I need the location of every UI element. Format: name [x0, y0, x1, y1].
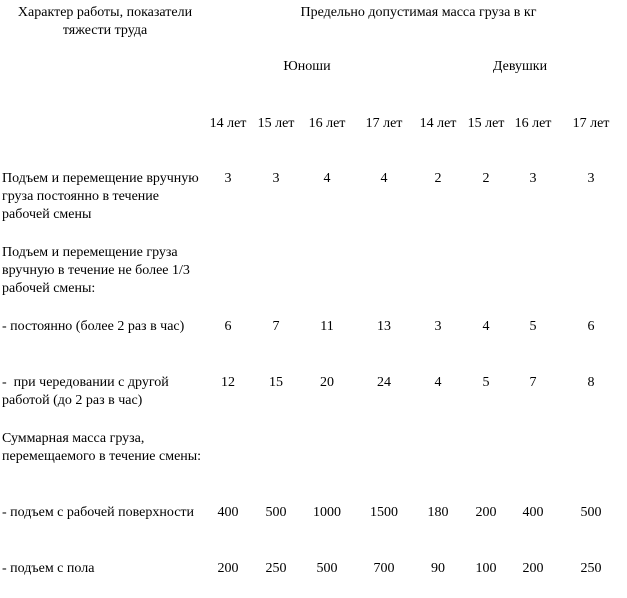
row-label: - при чередовании с другой работой (до 2 раз в час) [2, 375, 173, 408]
cell-value: 90 [431, 561, 445, 576]
row-label: Суммарная масса груза, перемещаемого в течение смены: [2, 431, 202, 464]
cell-value: 1000 [313, 505, 341, 520]
header-work-character: Характер работы, показатели тяжести труда [17, 5, 193, 38]
cell-value: 3 [587, 171, 595, 186]
age-header: 14 лет [419, 116, 457, 131]
age-header: 15 лет [467, 116, 505, 131]
cell-value: 15 [269, 375, 283, 390]
cell-value: 24 [377, 375, 391, 390]
header-girls: Девушки [492, 59, 548, 74]
cell-value: 5 [482, 375, 490, 390]
cell-value: 400 [217, 505, 239, 520]
row-label: Подъем и перемещение груза вручную в течение не более 1/3 рабочей смены: [2, 245, 190, 296]
cell-value: 12 [221, 375, 235, 390]
age-header: 16 лет [514, 116, 552, 131]
cell-value: 180 [427, 505, 449, 520]
cell-value: 500 [580, 505, 602, 520]
cell-value: 7 [272, 319, 280, 334]
cell-value: 3 [529, 171, 537, 186]
cell-value: 5 [529, 319, 537, 334]
cell-value: 3 [272, 171, 280, 186]
cell-value: 3 [434, 319, 442, 334]
cell-value: 200 [475, 505, 497, 520]
cell-value: 700 [373, 561, 395, 576]
header-boys: Юноши [283, 59, 331, 74]
cell-value: 500 [316, 561, 338, 576]
cell-value: 500 [265, 505, 287, 520]
cell-value: 4 [323, 171, 331, 186]
row-label: Подъем и перемещение вручную груза постоянно в течение рабочей смены [2, 171, 199, 222]
row-label: - подъем с рабочей поверхности [2, 505, 195, 520]
cell-value: 13 [377, 319, 391, 334]
cell-value: 4 [380, 171, 388, 186]
cell-value: 2 [482, 171, 490, 186]
cell-value: 250 [580, 561, 602, 576]
cell-value: 7 [529, 375, 537, 390]
cell-value: 1500 [370, 505, 398, 520]
cell-value: 8 [587, 375, 595, 390]
row-label: - постоянно (более 2 раз в час) [2, 319, 185, 334]
cell-value: 6 [224, 319, 232, 334]
age-header: 15 лет [257, 116, 295, 131]
cell-value: 4 [434, 375, 442, 390]
age-header: 17 лет [365, 116, 403, 131]
cell-value: 2 [434, 171, 442, 186]
cell-value: 200 [522, 561, 544, 576]
cell-value: 6 [587, 319, 595, 334]
cell-value: 4 [482, 319, 490, 334]
age-header: 16 лет [308, 116, 346, 131]
cell-value: 400 [522, 505, 544, 520]
cell-value: 250 [265, 561, 287, 576]
age-header: 17 лет [572, 116, 610, 131]
cell-value: 3 [224, 171, 232, 186]
cell-value: 100 [475, 561, 497, 576]
header-max-mass: Предельно допустимая масса груза в кг [300, 5, 537, 20]
cell-value: 11 [320, 319, 334, 334]
age-header: 14 лет [209, 116, 247, 131]
cell-value: 20 [320, 375, 334, 390]
row-label: - подъем с пола [2, 561, 95, 576]
cell-value: 200 [217, 561, 239, 576]
